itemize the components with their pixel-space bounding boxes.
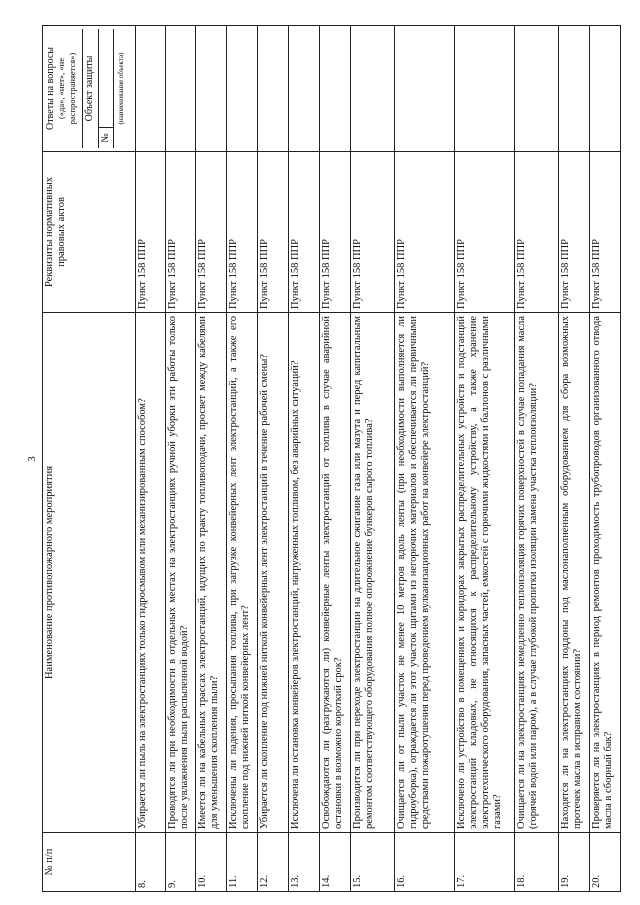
row-measure-text: Убирается ли пыль на электростанциях только гидросмывом или механизированным способом? [136, 313, 166, 833]
table-body [136, 26, 621, 892]
row-requisite: Пункт 158 ППР [195, 152, 226, 313]
row-answer-cell[interactable] [226, 26, 257, 152]
row-requisite: Пункт 158 ППР [257, 152, 288, 313]
table-row [514, 26, 558, 892]
row-answer-cell[interactable] [195, 26, 226, 152]
table-row [165, 26, 195, 892]
row-number: 11. [226, 833, 257, 892]
row-number: 19. [558, 833, 589, 892]
answers-title: Ответы на вопросы [45, 47, 56, 130]
row-number: 16. [395, 833, 455, 892]
row-measure-text: Проверяется ли на электростанциях в период ремонтов проходимость трубопроводов организованного отвода масла в сборный бак? [589, 313, 620, 833]
row-requisite: Пункт 158 ППР [514, 152, 558, 313]
protection-object-label: Объект защиты [83, 55, 95, 122]
row-answer-cell[interactable] [589, 26, 620, 152]
table-row [226, 26, 257, 892]
row-answer-cell[interactable] [350, 26, 394, 152]
table-row [288, 26, 319, 892]
row-requisite: Пункт 158 ППР [136, 152, 166, 313]
row-requisite: Пункт 158 ППР [350, 152, 394, 313]
row-measure-text: Проводятся ли при необходимости в отдельных местах на электростанциях ручной уборки эти работы только после увлажнения пыли распыленной водой? [165, 313, 195, 833]
row-measure-text: Очищается ли от пыли участок не менее 10 метров вдоль ленты (при необходимости выполняется ли гидроуборка), ограждается ли этот участок щитами из негорючих материалов и обеспечивается ли первичными средствами пожаротушения перед проведением вулканизационных работ на конвейере электростанций? [395, 313, 455, 833]
row-answer-cell[interactable] [395, 26, 455, 152]
header-answers [43, 26, 136, 152]
row-number: 10. [195, 833, 226, 892]
table-row [136, 26, 166, 892]
row-number: 9. [165, 833, 195, 892]
row-answer-cell[interactable] [514, 26, 558, 152]
row-answer-cell[interactable] [136, 26, 166, 152]
object-name-caption: (наименование объекта) [116, 52, 125, 125]
row-answer-cell[interactable] [257, 26, 288, 152]
header-requisites: Реквизиты нормативных правовых актов [43, 152, 136, 313]
row-requisite: Пункт 158 ППР [165, 152, 195, 313]
row-requisite: Пункт 158 ППР [589, 152, 620, 313]
row-number: 8. [136, 833, 166, 892]
header-measure: Наименование противопожарного мероприятия [43, 313, 136, 833]
table-row [319, 26, 350, 892]
row-answer-cell[interactable] [558, 26, 589, 152]
row-measure-text: Производится ли при переходе электростанции на длительное сжигание газа или мазута и перед капитальным ремонтом соответствующего оборудования полное опорожнение бункеров сырого топлива? [350, 313, 394, 833]
row-requisite: Пункт 158 ППР [288, 152, 319, 313]
row-number: 13. [288, 833, 319, 892]
table-header-row [43, 26, 136, 892]
row-measure-text: Исключено ли устройство в помещениях и коридорах закрытых распределительных устройств и подстанций электростанций кладовых, не относящихся к распределительному устройству, а также хранение электротехнического оборудования, запасных частей, емкостей с горючими жидкостями и баллонов с различными газами? [454, 313, 514, 833]
row-answer-cell[interactable] [454, 26, 514, 152]
table-row [395, 26, 455, 892]
table-row [558, 26, 589, 892]
table-row [195, 26, 226, 892]
table-row [257, 26, 288, 892]
row-requisite: Пункт 158 ППР [558, 152, 589, 313]
row-number: 15. [350, 833, 394, 892]
row-answer-cell[interactable] [288, 26, 319, 152]
row-requisite: Пункт 158 ППР [395, 152, 455, 313]
row-answer-cell[interactable] [319, 26, 350, 152]
header-num: № п/п [43, 833, 136, 892]
no-sign: № [98, 128, 113, 149]
table-row [454, 26, 514, 892]
answers-sub: («да», «нет», «не распространяется») [56, 52, 77, 125]
row-measure-text: Имеется ли на кабельных трассах электростанций, идущих по тракту топливоподачи, просвет между кабелями для уменьшения скопления пыли? [195, 313, 226, 833]
table-row [589, 26, 620, 892]
row-requisite: Пункт 158 ППР [454, 152, 514, 313]
row-number: 20. [589, 833, 620, 892]
row-number: 17. [454, 833, 514, 892]
row-measure-text: Освобождаются ли (разгружаются ли) конвейерные ленты электростанций от топлива в случае аварийной остановки в возможно короткий срок? [319, 313, 350, 833]
row-measure-text: Убирается ли скопление под нижней ниткой конвейерных лент электростанций в течение рабочей смены? [257, 313, 288, 833]
row-requisite: Пункт 158 ППР [319, 152, 350, 313]
row-measure-text: Очищается ли на электростанциях немедленно теплоизоляция горячих поверхностей в случае попадания масла (горячей водой или паром), а в случае глубокой пропитки изоляции замена участка теплоизоляции? [514, 313, 558, 833]
row-measure-text: Находятся ли на электростанциях поддоны под маслонаполненным оборудованием для сбора возможных протечек масла в исправном состоянии? [558, 313, 589, 833]
row-measure-text: Исключена ли остановка конвейеров электростанций, нагруженных топливом, без аварийных ситуаций? [288, 313, 319, 833]
row-requisite: Пункт 158 ППР [226, 152, 257, 313]
page-number: 3 [26, 456, 38, 462]
checklist-table [42, 25, 621, 892]
row-number: 12. [257, 833, 288, 892]
row-answer-cell[interactable] [165, 26, 195, 152]
row-number: 18. [514, 833, 558, 892]
rotated-sheet [20, 26, 621, 892]
row-number: 14. [319, 833, 350, 892]
table-row [350, 26, 394, 892]
row-measure-text: Исключены ли падения, просыпания топлива, при загрузке конвейерных лент электростанций, а также его скопление под нижней ниткой конвейерных лент? [226, 313, 257, 833]
